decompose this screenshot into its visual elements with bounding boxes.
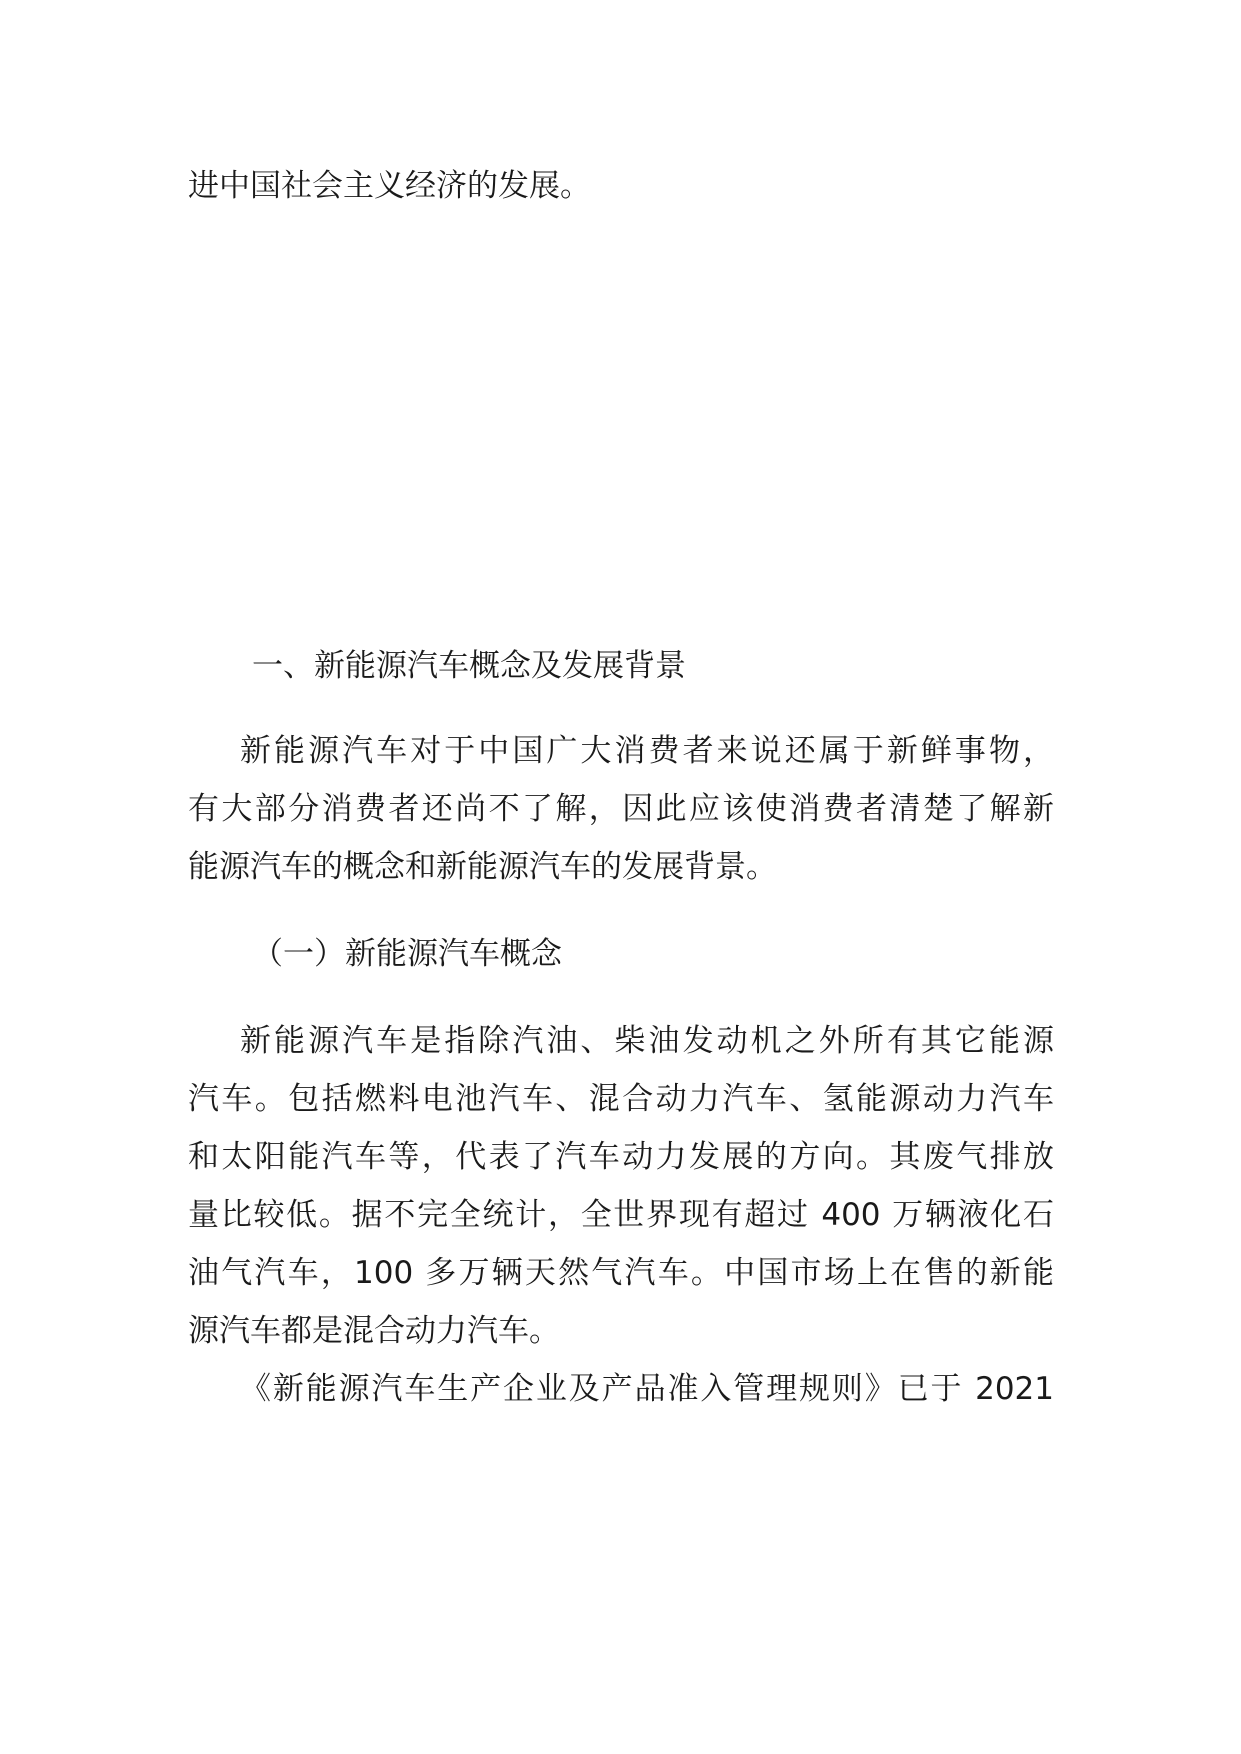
paragraph-line: 源汽车都是混合动力汽车。: [188, 1313, 560, 1349]
paragraph-line: 量比较低。据不完全统计，全世界现有超过 400 万辆液化石: [188, 1197, 1054, 1233]
paragraph-continuation: 进中国社会主义经济的发展。: [188, 168, 591, 204]
paragraph-line: 新能源汽车是指除汽油、柴油发动机之外所有其它能源: [240, 1023, 1054, 1059]
paragraph-line: 新能源汽车对于中国广大消费者来说还属于新鲜事物，: [240, 733, 1054, 769]
subsection-heading: （一）新能源汽车概念: [252, 936, 562, 972]
section-heading: 一、新能源汽车概念及发展背景: [252, 648, 686, 684]
paragraph-line: 能源汽车的概念和新能源汽车的发展背景。: [188, 849, 777, 885]
paragraph-line: 油气汽车，100 多万辆天然气汽车。中国市场上在售的新能: [188, 1255, 1054, 1291]
paragraph-line: 有大部分消费者还尚不了解，因此应该使消费者清楚了解新: [188, 791, 1054, 827]
paragraph-line: 《新能源汽车生产企业及产品准入管理规则》已于 2021: [240, 1371, 1054, 1407]
paragraph-line: 汽车。包括燃料电池汽车、混合动力汽车、氢能源动力汽车: [188, 1081, 1054, 1117]
paragraph-line: 和太阳能汽车等，代表了汽车动力发展的方向。其废气排放: [188, 1139, 1054, 1175]
